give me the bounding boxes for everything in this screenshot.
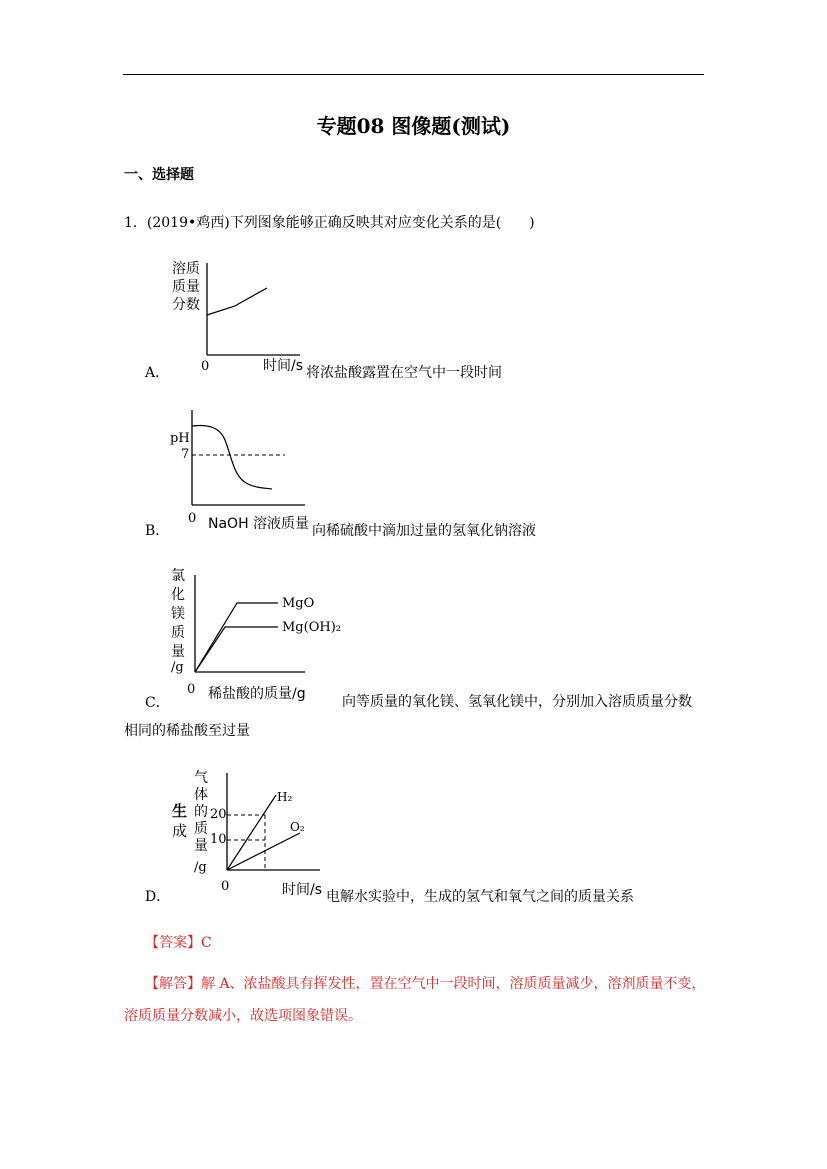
- graph-a-ylabel-1: 溶质: [172, 261, 200, 277]
- graph-c-xlabel: 稀盐酸的质量/g: [208, 686, 306, 702]
- graph-c-origin: 0: [187, 682, 196, 697]
- graph-d-ylabel-6: /g: [194, 860, 207, 875]
- graph-c-ylabel-2: 化: [171, 587, 185, 603]
- graph-b-ylabel: pH: [170, 431, 190, 446]
- graph-d-xlabel: 时间/s: [282, 882, 323, 898]
- answer-line: [145, 932, 212, 952]
- graph-a-origin: 0: [201, 359, 210, 374]
- graph-d-tick-10: 10: [210, 832, 227, 847]
- graph-a-ylabel-3: 分数: [172, 297, 200, 313]
- option-a-label: A．: [145, 365, 170, 381]
- graph-c-ylabel-4: 质: [171, 625, 185, 641]
- graph-a-xlabel: 时间/s: [263, 358, 304, 374]
- graph-b-origin: 0: [188, 511, 197, 526]
- option-c-label: C．: [145, 695, 170, 711]
- page-title: 专题08 图像题(测试): [316, 114, 511, 138]
- graph-c-series-mgoh2: Mg(OH)₂: [282, 620, 341, 635]
- graph-c-ylabel-6: /g: [171, 660, 184, 675]
- option-d-desc: 电解水实验中，生成的氢气和氧气之间的质量关系: [326, 889, 634, 905]
- graph-c-series-mgo: MgO: [282, 596, 315, 611]
- option-b-desc: 向稀硫酸中滴加过量的氢氧化钠溶液: [312, 523, 536, 539]
- graph-d-ylabel-3: 的: [194, 804, 208, 820]
- answer-tag: 【答案】: [145, 935, 201, 951]
- graph-d-series-h2: H₂: [277, 790, 293, 804]
- graph-c-ylabel-3: 镁: [171, 606, 185, 622]
- graph-c-ylabel-5: 量: [171, 644, 185, 660]
- option-b-label: B．: [145, 523, 170, 539]
- section-heading: 一、选择题: [124, 167, 194, 183]
- graph-d-series-o2: O₂: [290, 820, 305, 834]
- option-d-label: D．: [145, 889, 171, 905]
- graph-d-ylabel-5: 量: [194, 838, 208, 854]
- analysis-text: 解 A、浓盐酸具有挥发性，置在空气中一段时间，溶质质量减少，溶剂质量不变，溶质质量分数减小，故选项图象错误。: [124, 976, 706, 1024]
- graph-d-ylabel-2: 体: [194, 787, 208, 803]
- graph-d-ylabel-4: 质: [194, 821, 208, 837]
- header-rule: [123, 74, 704, 75]
- answer-value: C: [201, 935, 212, 951]
- graph-b: [160, 400, 360, 520]
- graph-d-ylabel-1: 气: [194, 770, 208, 786]
- graph-b-xlabel: NaOH 溶液质量: [208, 516, 310, 532]
- graph-c-ylabel-1: 氯: [171, 568, 185, 584]
- graph-c: [180, 560, 380, 690]
- option-a-desc: 将浓盐酸露置在空气中一段时间: [306, 365, 502, 381]
- analysis-paragraph: [124, 968, 706, 1032]
- analysis-tag: 【解答】: [145, 976, 201, 992]
- option-c-desc-cont: 相同的稀盐酸至过量: [124, 723, 250, 739]
- option-c-desc: 向等质量的氧化镁、氢氧化镁中，分别加入溶质质量分数: [342, 694, 692, 710]
- graph-d-tick-20: 20: [210, 807, 227, 822]
- question-text: 1．(2019•鸡西)下列图象能够正确反映其对应变化关系的是( ): [124, 215, 535, 231]
- graph-d-origin: 0: [221, 879, 230, 894]
- graph-d-side-label-2: 成: [172, 822, 188, 840]
- graph-d-side-label-1: 生: [172, 802, 188, 820]
- graph-a-ylabel-2: 质量: [172, 279, 200, 295]
- graph-b-tick-7: 7: [181, 447, 190, 462]
